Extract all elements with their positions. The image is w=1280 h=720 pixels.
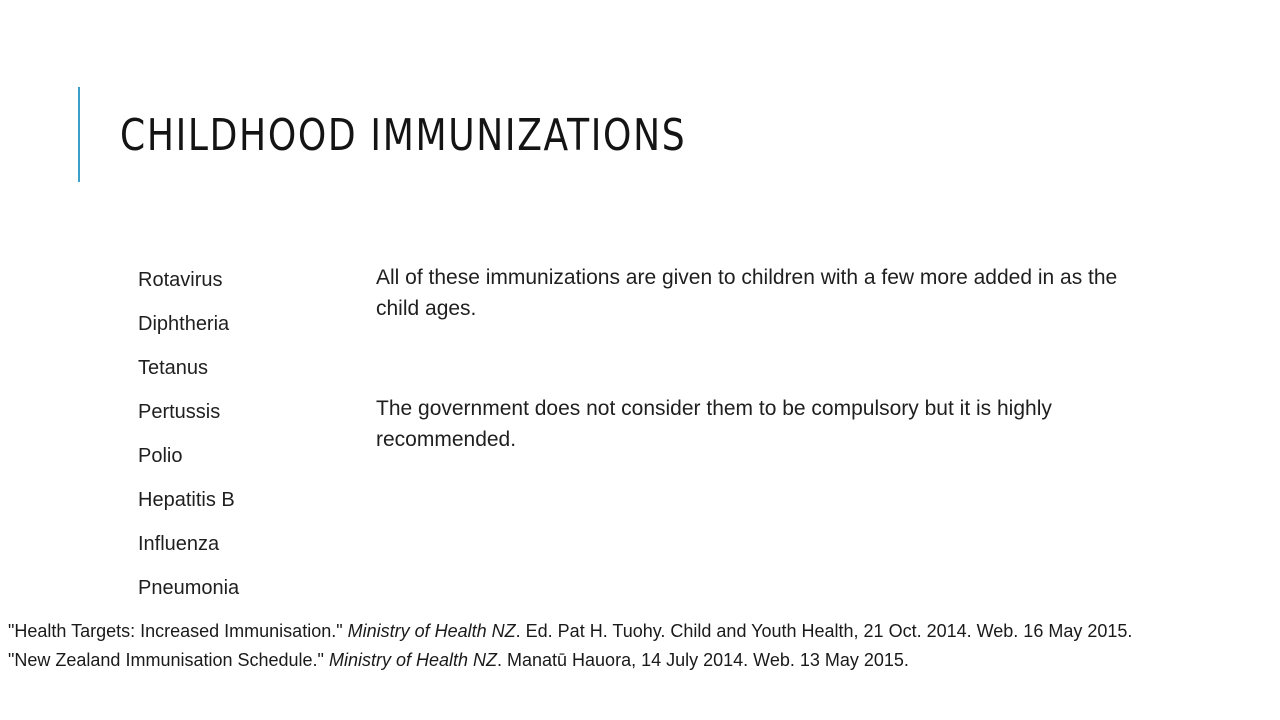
vaccine-item: Influenza bbox=[138, 533, 220, 555]
vaccine-item: Pertussis bbox=[138, 401, 221, 423]
slide-title: CHILDHOOD IMMUNIZATIONS bbox=[120, 110, 687, 161]
vaccine-item: Hepatitis B bbox=[138, 489, 235, 511]
vaccine-list bbox=[138, 258, 239, 610]
citation-1 bbox=[8, 617, 1258, 646]
vaccine-item: Polio bbox=[138, 445, 183, 467]
citation-details: . Manatū Hauora, 14 July 2014. Web. 13 May 2015. bbox=[497, 650, 909, 670]
vaccine-item: Tetanus bbox=[138, 357, 209, 379]
citation-title: "Health Targets: Increased Immunisation." bbox=[8, 621, 348, 641]
note-paragraph-2: The government does not consider them to be compulsory but it is highly recommended. bbox=[376, 397, 1052, 451]
citation-source: Ministry of Health NZ bbox=[347, 621, 516, 641]
citation-2 bbox=[8, 646, 1258, 675]
citation-details: . Ed. Pat H. Tuohy. Child and Youth Health, 21 Oct. 2014. Web. 16 May 2015. bbox=[515, 621, 1133, 641]
note-paragraph-1: All of these immunizations are given to children with a few more added in as the child ages. bbox=[376, 266, 1118, 320]
vaccine-item: Rotavirus bbox=[138, 269, 223, 291]
vaccine-item: Pneumonia bbox=[138, 577, 240, 599]
title-accent-bar bbox=[78, 87, 80, 182]
citation-title: "New Zealand Immunisation Schedule." bbox=[8, 650, 329, 670]
vaccine-item: Diphtheria bbox=[138, 313, 230, 335]
citation-source: Ministry of Health NZ bbox=[328, 650, 497, 670]
citations bbox=[8, 617, 1258, 675]
notes-panel bbox=[376, 262, 1126, 455]
